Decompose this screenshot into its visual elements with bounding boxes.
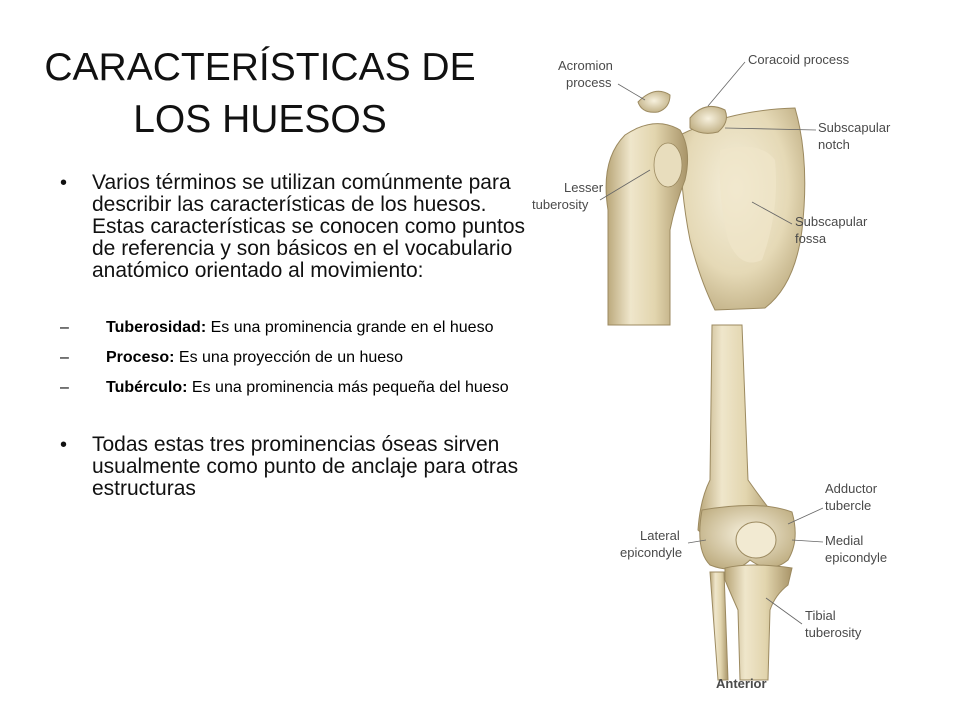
label-anterior: Anterior — [716, 676, 767, 691]
label-subscapular-fossa-line1: Subscapular — [795, 214, 868, 229]
fibula — [710, 572, 728, 680]
label-tibial-line1: Tibial — [805, 608, 836, 623]
label-lateral-line2: epicondyle — [620, 545, 683, 560]
desc-tuberosidad: Es una prominencia grande en el hueso — [206, 319, 494, 336]
sub-list — [60, 318, 538, 398]
term-tuberculo: Tubérculo: — [106, 379, 188, 396]
tibia — [725, 565, 792, 680]
label-acromion-line2: process — [566, 75, 612, 90]
lesser-tuberosity-bump — [654, 143, 682, 187]
patella — [736, 522, 776, 558]
desc-proceso: Es una proyección de un hueso — [174, 349, 404, 366]
term-proceso: Proceso: — [106, 349, 175, 366]
leader-tibial — [766, 598, 802, 624]
label-coracoid: Coracoid process — [748, 52, 850, 67]
label-adductor-line1: Adductor — [825, 481, 878, 496]
acromion-process — [638, 91, 670, 112]
slide-content — [60, 172, 538, 500]
label-subscapular-fossa-line2: fossa — [795, 231, 827, 246]
title-line-2: LOS HUESOS — [133, 98, 387, 141]
label-lesser-tuberosity-line1: Lesser — [564, 180, 604, 195]
bullet-anchoring: • Todas estas tres prominencias óseas sirven usualmente como punto de anclaje para otras estructuras — [60, 434, 538, 500]
leader-acromion — [618, 84, 645, 100]
leader-coracoid — [708, 62, 745, 106]
label-medial-line1: Medial — [825, 533, 864, 548]
bone-anatomy-figure — [530, 40, 960, 700]
shoulder-illustration — [606, 91, 805, 325]
title-line-1: CARACTERÍSTICAS DE — [44, 46, 476, 89]
coracoid-process — [690, 106, 726, 133]
label-subscapular-notch-line1: Subscapular — [818, 120, 891, 135]
label-subscapular-notch-line2: notch — [818, 137, 850, 152]
knee-illustration — [698, 325, 795, 680]
desc-tuberculo: Es una prominencia más pequeña del hueso — [187, 379, 509, 396]
bone-illustration — [530, 40, 960, 700]
sub-item-tuberculo — [60, 378, 538, 398]
dash: – — [60, 349, 69, 366]
dash: – — [60, 319, 69, 336]
term-tuberosidad: Tuberosidad: — [106, 319, 207, 336]
label-adductor-line2: tubercle — [825, 498, 872, 513]
bullet-terms: • Varios términos se utilizan comúnmente para describir las características de los huesos. Estas características se conocen como puntos de referencia y son básicos en el vocabulario anatómico orientado al movimiento: — [60, 172, 538, 282]
sub-item-tuberosidad — [60, 318, 538, 338]
leader-medial — [792, 540, 823, 542]
slide-title — [40, 42, 480, 146]
dash: – — [60, 379, 69, 396]
sub-item-proceso — [60, 348, 538, 368]
label-medial-line2: epicondyle — [825, 550, 888, 565]
label-tibial-line2: tuberosity — [805, 625, 862, 640]
label-acromion-line1: Acromion — [558, 58, 613, 73]
label-lesser-tuberosity-line2: tuberosity — [532, 197, 589, 212]
label-lateral-line1: Lateral — [640, 528, 680, 543]
